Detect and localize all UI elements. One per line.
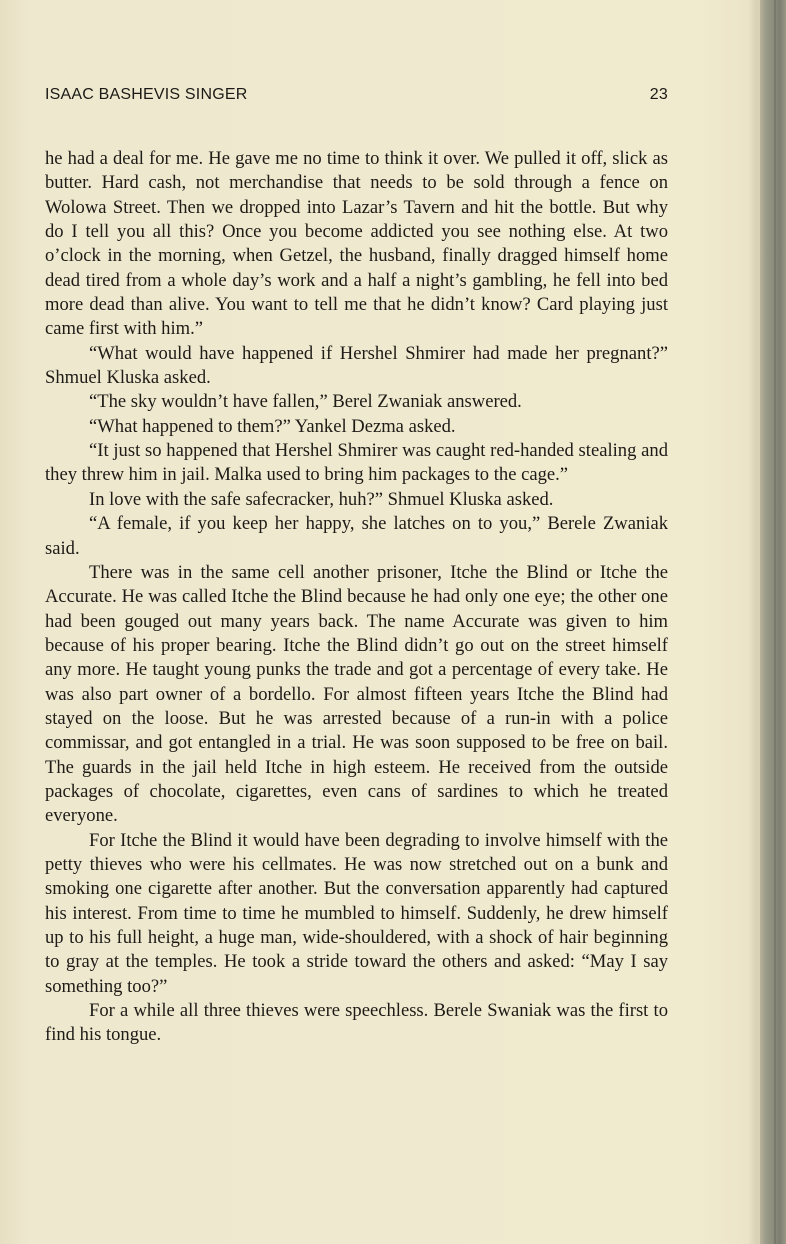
paragraph: “What would have happened if Hershel Shmirer had made her pregnant?” Shmuel Kluska asked. — [45, 342, 668, 389]
paragraph: “A female, if you keep her happy, she latches on to you,” Berele Zwaniak said. — [45, 513, 668, 559]
author-header: ISAAC BASHEVIS SINGER — [45, 86, 248, 103]
spine-shadow-line — [774, 0, 776, 1244]
paragraph: he had a deal for me. He gave me no time to think it over. We pulled it off, slick as butter. Hard cash, not merchandise that needs to be sold through a fence on Wolowa Street. Then we dropped into Lazar’s Tavern and hit the bottle. But why do I tell you all this? Once you become addicted you see nothing else. At two o’clock in the morning, when Getzel, the husband, finally dragged himself home dead tired from a whole day’s work and a half a night’s gambling, he fell into bed more dead than alive. You want to tell me that he didn’t know? Card playing just came first with him.” — [45, 148, 668, 340]
body-text — [45, 147, 668, 1048]
page-number: 23 — [649, 86, 668, 103]
paragraph: For a while all three thieves were speechless. Berele Swaniak was the first to find his tongue. — [45, 1000, 668, 1046]
paragraph: For Itche the Blind it would have been degrading to involve himself with the petty thieves who were his cellmates. He was now stretched out on a bunk and smoking one cigarette after another. But the conversation apparently had captured his interest. From time to time he mumbled to himself. Suddenly, he drew himself up to his full height, a huge man, wide-shouldered, with a shock of hair beginning to gray at the temples. He took a stride toward the others and asked: “May I say something too?” — [45, 829, 668, 997]
paragraph: In love with the safe safecracker, huh?” Shmuel Kluska asked. — [89, 488, 554, 510]
paragraph: “It just so happened that Hershel Shmirer was caught red-handed stealing and they threw him in jail. Malka used to bring him packages to the cage.” — [45, 440, 668, 486]
book-spine-edge — [760, 0, 786, 1244]
paragraph: There was in the same cell another prisoner, Itche the Blind or Itche the Accurate. He was called Itche the Blind because he had only one eye; the other one had been gouged out many years back. The name Accurate was given to him because of his proper bearing. Itche the Blind didn’t go out on the street himself any more. He taught young punks the trade and got a percentage of every take. He was also part owner of a bordello. For almost fifteen years Itche the Blind had stayed on the loose. But he was arrested because of a run-in with a police commissar, and got entangled in a trial. He was soon supposed to be free on bail. The guards in the jail held Itche in high esteem. He received from the outside packages of chocolate, cigarettes, even cans of sardines to which he treated everyone. — [45, 561, 668, 827]
paragraph: “What happened to them?” Yankel Dezma asked. — [89, 415, 456, 437]
paragraph: “The sky wouldn’t have fallen,” Berel Zwaniak answered. — [89, 391, 522, 413]
